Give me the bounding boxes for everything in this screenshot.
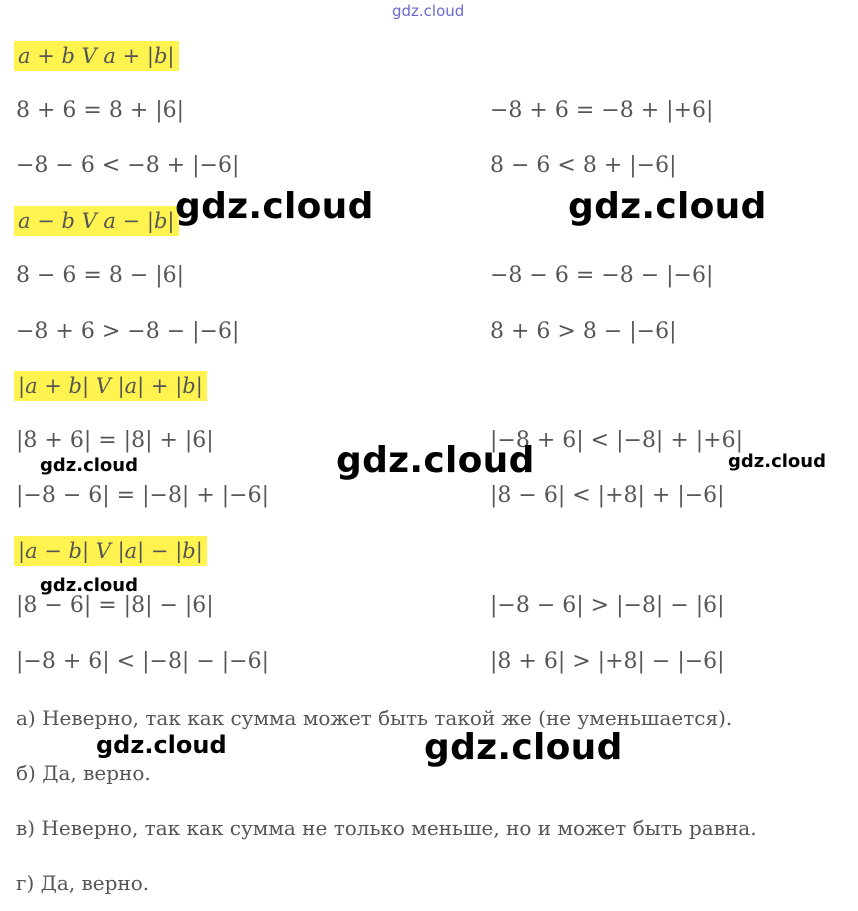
section-3-row-1-right: |−8 + 6| < |−8| + |+6| xyxy=(490,428,744,453)
section-2-row-2-right: 8 + 6 > 8 − |−6| xyxy=(490,319,677,344)
answer-g: г) Да, верно. xyxy=(16,871,150,895)
section-1-header: a + b V a + |b| xyxy=(14,41,179,71)
answer-v: в) Неверно, так как сумма не только меньше, но и может быть равна. xyxy=(16,816,757,840)
section-4-header: |a − b| V |a| − |b| xyxy=(14,536,207,566)
section-3-header: |a + b| V |a| + |b| xyxy=(14,371,207,401)
answer-b: б) Да, верно. xyxy=(16,761,151,785)
section-3-row-1-left: |8 + 6| = |8| + |6| xyxy=(16,428,214,453)
watermark-6: gdz.cloud xyxy=(40,575,138,596)
section-4-row-2-right: |8 + 6| > |+8| − |−6| xyxy=(490,649,725,674)
watermark-4: gdz.cloud xyxy=(40,455,138,476)
section-1-row-2-right: 8 − 6 < 8 + |−6| xyxy=(490,153,677,178)
answer-a: а) Неверно, так как сумма может быть такой же (не уменьшается). xyxy=(16,706,733,730)
section-1-row-1-right: −8 + 6 = −8 + |+6| xyxy=(490,98,714,123)
watermark-3: gdz.cloud xyxy=(336,440,535,481)
watermark-2: gdz.cloud xyxy=(568,186,767,227)
section-1-row-2-left: −8 − 6 < −8 + |−6| xyxy=(16,153,240,178)
section-2-row-1-left: 8 − 6 = 8 − |6| xyxy=(16,263,185,288)
watermark-8: gdz.cloud xyxy=(424,727,623,768)
watermark-top: gdz.cloud xyxy=(392,2,465,20)
section-2-row-1-right: −8 − 6 = −8 − |−6| xyxy=(490,263,714,288)
section-1-row-1-left: 8 + 6 = 8 + |6| xyxy=(16,98,185,123)
watermark-7: gdz.cloud xyxy=(96,731,227,759)
section-4-row-2-left: |−8 + 6| < |−8| − |−6| xyxy=(16,649,270,674)
section-3-row-2-right: |8 − 6| < |+8| + |−6| xyxy=(490,483,725,508)
watermark-1: gdz.cloud xyxy=(175,186,374,227)
section-2-header: a − b V a − |b| xyxy=(14,206,179,236)
section-4-row-1-right: |−8 − 6| > |−8| − |6| xyxy=(490,593,725,618)
section-2-row-2-left: −8 + 6 > −8 − |−6| xyxy=(16,319,240,344)
section-4-row-1-left: |8 − 6| = |8| − |6| xyxy=(16,593,214,618)
watermark-5: gdz.cloud xyxy=(728,451,826,472)
section-3-row-2-left: |−8 − 6| = |−8| + |−6| xyxy=(16,483,270,508)
